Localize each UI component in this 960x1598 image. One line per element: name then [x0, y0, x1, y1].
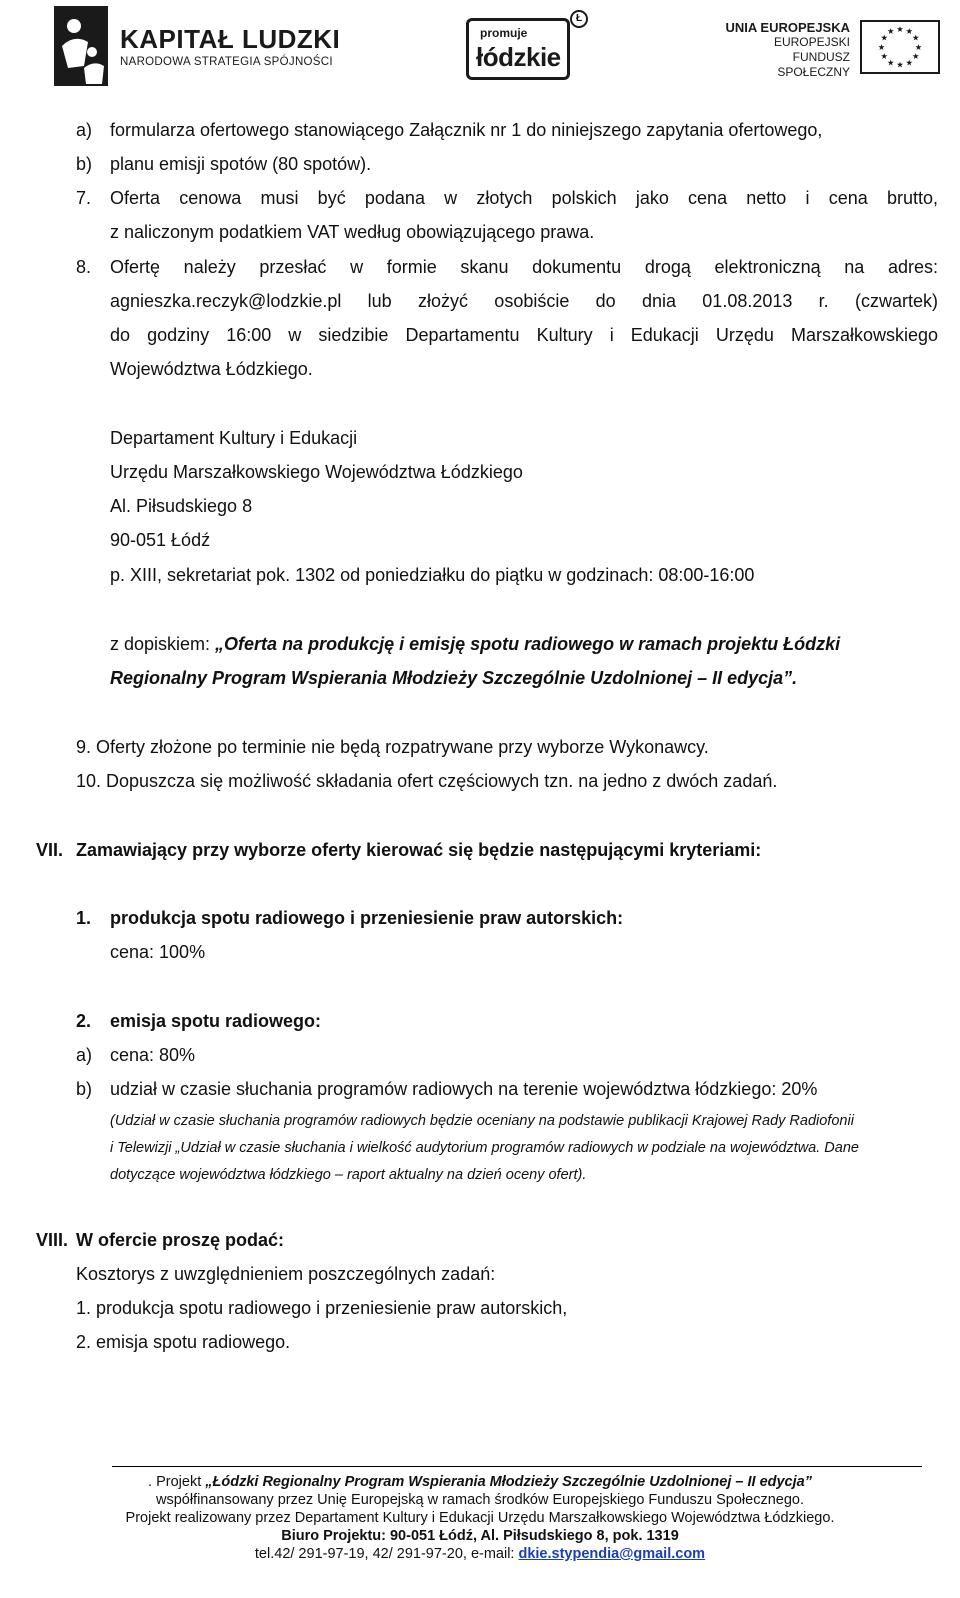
svg-text:★: ★ [914, 41, 923, 52]
address-line-4: 90-051 Łódź [110, 530, 211, 550]
section-vii-number: VII. [36, 840, 64, 860]
criterion-1-number: 1. [76, 908, 92, 928]
ue-line-2: EUROPEJSKI [773, 35, 850, 49]
annotation-title-2: Regionalny Program Wspierania Młodzieży Szczególnie Uzdolnionej – II edycja”. [110, 668, 798, 688]
address-line-3: Al. Piłsudskiego 8 [110, 496, 253, 516]
annotation-prefix: z dopiskiem: [110, 634, 216, 654]
kapital-ludzki-subtitle: NARODOWA STRATEGIA SPÓJNOŚCI [120, 56, 333, 68]
criteria-note-line-1: (Udział w czasie słuchania programów radiowych będzie oceniany na podstawie publikacji Krajowej Rady Radiofonii [110, 1113, 854, 1129]
svg-text:★: ★ [880, 51, 888, 62]
footer-office-address: Biuro Projektu: 90-051 Łódź, Al. Piłsudskiego 8, pok. 1319 [281, 1528, 679, 1544]
list-item-a: formularza ofertowego stanowiącego Załącznik nr 1 do niniejszego zapytania ofertowego, [110, 120, 823, 140]
section-viii-heading: W ofercie proszę podać: [76, 1230, 285, 1250]
item-8-line-4: Województwa Łódzkiego. [110, 359, 313, 379]
svg-text:★: ★ [912, 51, 920, 62]
eu-flag-icon [860, 20, 940, 74]
criterion-2b-marker: b) [76, 1079, 93, 1099]
lodzkie-text: łódzkie [476, 42, 561, 72]
item-8-line-1: Ofertę należy przesłać w formie skanu dokumentu drogą elektroniczną na adres: [110, 257, 938, 277]
cost-estimate-item-2: 2. emisja spotu radiowego. [76, 1332, 291, 1352]
svg-text:★: ★ [912, 32, 920, 43]
kapital-ludzki-title: KAPITAŁ LUDZKI [120, 24, 341, 54]
footer-contact [0, 1546, 960, 1563]
kapital-ludzki-emblem-icon [54, 6, 108, 86]
list-marker-8: 8. [76, 257, 92, 277]
svg-text:★: ★ [905, 57, 913, 68]
list-marker-b: b) [76, 154, 93, 174]
footer-project-prefix: Projekt [156, 1474, 206, 1490]
address-line-1: Departament Kultury i Edukacji [110, 428, 358, 448]
svg-text:★: ★ [905, 26, 913, 37]
item-9: 9. Oferty złożone po terminie nie będą rozpatrywane przy wyborze Wykonawcy. [76, 737, 709, 757]
kapital-ludzki-logo [54, 6, 374, 86]
item-8-line-2: agnieszka.reczyk@lodzkie.pl lub złożyć osobiście do dnia 01.08.2013 r. (czwartek) [110, 291, 938, 311]
section-viii-number: VIII. [36, 1230, 69, 1250]
svg-text:★: ★ [880, 32, 888, 43]
item-7-line-1: Oferta cenowa musi być podana w złotych polskich jako cena netto i cena brutto, [110, 188, 938, 208]
svg-text:★: ★ [887, 57, 895, 68]
promuje-lodzkie-logo [466, 10, 586, 80]
address-line-2: Urzędu Marszałkowskiego Województwa Łódzkiego [110, 462, 523, 482]
cost-estimate-item-1: 1. produkcja spotu radiowego i przeniesienie praw autorskich, [76, 1298, 568, 1318]
address-line-5: p. XIII, sekretariat pok. 1302 od poniedziałku do piątku w godzinach: 08:00-16:00 [110, 565, 755, 585]
criterion-1-price: cena: 100% [110, 942, 206, 962]
criterion-2-number: 2. [76, 1011, 92, 1031]
footer-phone: tel.42/ 291-97-19, 42/ 291-97-20, e-mail: [254, 1546, 519, 1562]
svg-text:★: ★ [887, 26, 895, 37]
footer-dot: . [148, 1474, 153, 1490]
item-10: 10. Dopuszcza się możliwość składania ofert częściowych tzn. na jedno z dwóch zadań. [76, 771, 778, 791]
svg-text:★: ★ [896, 24, 904, 35]
footer-project-line [0, 1474, 960, 1491]
annotation-line-1 [110, 633, 840, 655]
ue-line-1: UNIA EUROPEJSKA [725, 20, 850, 35]
footer-email-link[interactable]: dkie.stypendia@gmail.com [518, 1546, 706, 1562]
criterion-2a-text: cena: 80% [110, 1045, 196, 1065]
criterion-2a-marker: a) [76, 1045, 93, 1065]
ue-text [718, 20, 850, 80]
svg-text:★: ★ [896, 59, 904, 70]
lodzkie-mark-icon: Ł [570, 10, 588, 28]
document-header [0, 0, 960, 100]
criteria-note-line-2: i Telewizji „Udział w czasie słuchania i wielkość audytorium programów radiowych w podziale na województwa. Dane [110, 1140, 859, 1156]
list-marker-7: 7. [76, 188, 92, 208]
ue-line-3: FUNDUSZ SPOŁECZNY [777, 50, 850, 79]
criterion-1-title: produkcja spotu radiowego i przeniesienie praw autorskich: [110, 908, 624, 928]
cost-estimate-intro: Kosztorys z uwzględnieniem poszczególnych zadań: [76, 1264, 496, 1284]
section-vii-heading: Zamawiający przy wyborze oferty kierować się będzie następującymi kryteriami: [76, 840, 762, 860]
promuje-text: promuje [480, 26, 528, 40]
item-7-line-2: z naliczonym podatkiem VAT według obowiązującego prawa. [110, 222, 595, 242]
item-8-line-3: do godziny 16:00 w siedzibie Departamentu Kultury i Edukacji Urzędu Marszałkowskiego [110, 325, 938, 345]
list-item-b: planu emisji spotów (80 spotów). [110, 154, 372, 174]
annotation-title-1: „Oferta na produkcję i emisję spotu radiowego w ramach projektu Łódzki [215, 634, 841, 654]
svg-text:★: ★ [877, 41, 886, 52]
criterion-2b-text: udział w czasie słuchania programów radiowych na terenie województwa łódzkiego: 20% [110, 1079, 818, 1099]
footer-divider [112, 1466, 922, 1467]
footer-implementer: Projekt realizowany przez Departament Kultury i Edukacji Urzędu Marszałkowskiego Województwa Łódzkiego. [125, 1510, 835, 1526]
criterion-2-title: emisja spotu radiowego: [110, 1011, 322, 1031]
unia-europejska-logo [718, 20, 948, 80]
criteria-note-line-3: dotyczące województwa łódzkiego – raport aktualny na dzień oceny ofert). [110, 1167, 587, 1183]
list-marker-a: a) [76, 120, 93, 140]
footer-cofinancing: współfinansowany przez Unię Europejską w ramach środków Europejskiego Funduszu Społecznego. [155, 1492, 804, 1508]
footer-project-title: „Łódzki Regionalny Program Wspierania Młodzieży Szczególnie Uzdolnionej – II edycja” [205, 1474, 812, 1490]
